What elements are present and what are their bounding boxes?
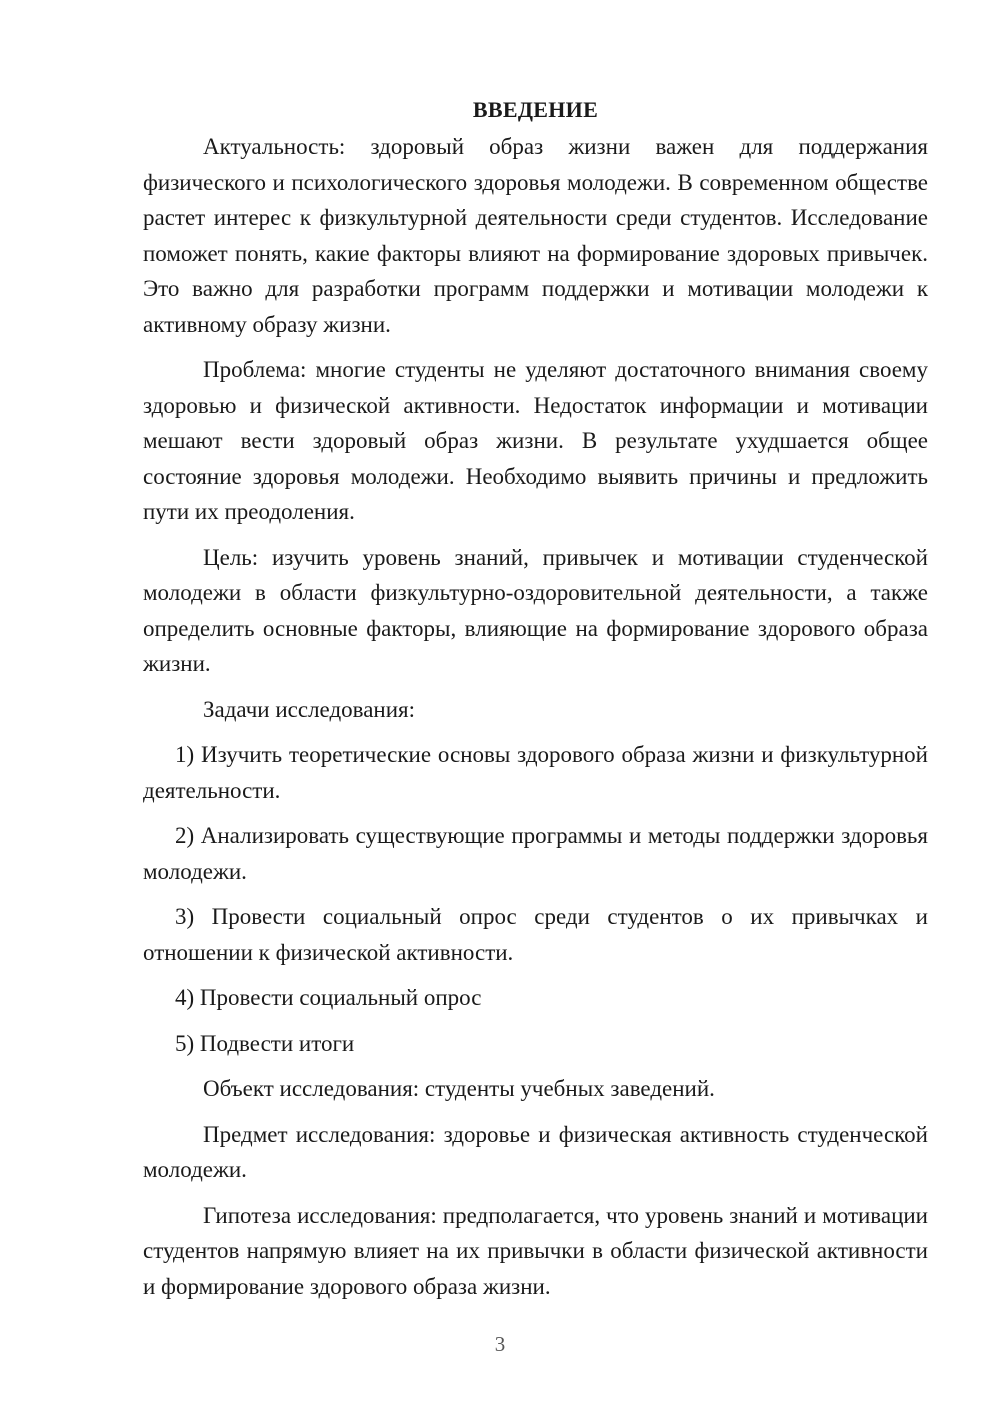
task-item-2: 2) Анализировать существующие программы и методы поддержки здоровья молодежи. [143,823,928,884]
task-item-1: 1) Изучить теоретические основы здорового образа жизни и физкультурной деятельности. [143,742,928,803]
subject-paragraph: Предмет исследования: здоровье и физическая активность студенческой молодежи. [143,1121,928,1182]
relevance-paragraph: Актуальность: здоровый образ жизни важен для поддержания физического и психологического здоровья молодежи. В современном обществе растет интерес к физкультурной деятельности среди студентов. Исследование поможет понять, какие факторы влияют на формирование здоровых привычек. Это важно для разработки программ поддержки и мотивации молодежи к активному образу жизни. [143,134,928,337]
task-item-5: 5) Подвести итоги [175,1030,355,1056]
document-page [143,95,928,1314]
object-paragraph: Объект исследования: студенты учебных заведений. [203,1076,715,1101]
goal-paragraph: Цель: изучить уровень знаний, привычек и мотивации студенческой молодежи в области физкультурно-оздоровительной деятельности, а также определить основные факторы, влияющие на формирование здорового образа жизни. [143,544,928,676]
task-item-3: 3) Провести социальный опрос среди студентов о их привычках и отношении к физической активности. [143,904,928,965]
problem-paragraph: Проблема: многие студенты не уделяют достаточного внимания своему здоровью и физической активности. Недостаток информации и мотивации мешают вести здоровый образ жизни. В результате ухудшается общее состояние здоровья молодежи. Необходимо выявить причины и предложить пути их преодоления. [143,357,928,524]
section-title: ВВЕДЕНИЕ [472,97,599,122]
task-item-4: 4) Провести социальный опрос [175,985,482,1010]
tasks-heading: Задачи исследования: [203,696,416,722]
hypothesis-paragraph: Гипотеза исследования: предполагается, что уровень знаний и мотивации студентов напрямую влияет на их привычки в области физической активности и формирование здорового образа жизни. [143,1202,928,1299]
page-number: 3 [494,1332,506,1356]
